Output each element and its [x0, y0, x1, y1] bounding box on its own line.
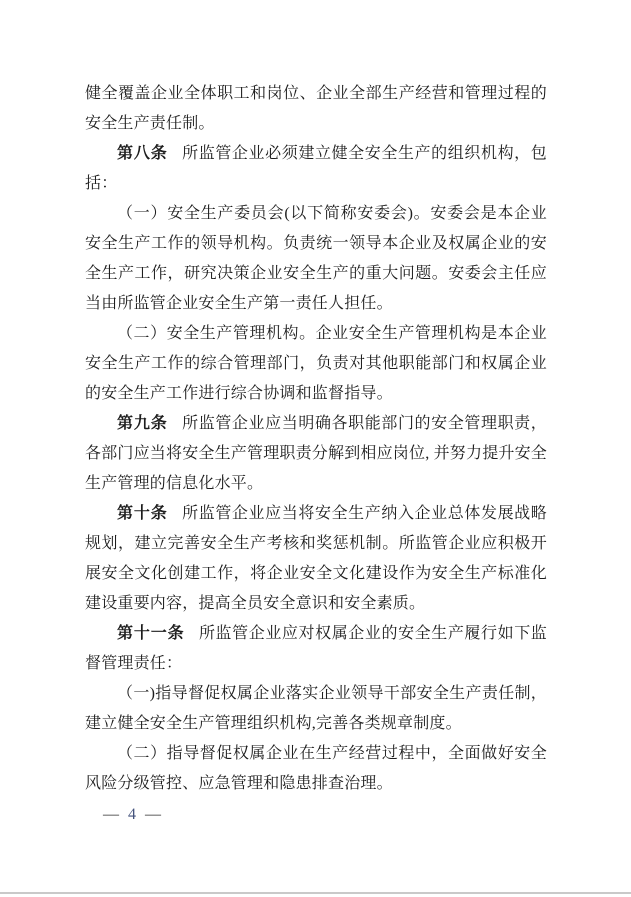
paragraph-text: （二）安全生产管理机构。企业安全生产管理机构是本企业安全生产工作的综合管理部门，负责对其他职能部门和权属企业的安全生产工作进行综合协调和监督指导。 [85, 325, 547, 402]
paragraph-article-8 [85, 139, 547, 199]
paragraph-article-9 [85, 409, 547, 499]
paragraph-text: 健全覆盖企业全体职工和岗位、企业全部生产经营和管理过程的安全生产责任制。 [85, 85, 547, 132]
paragraph-continuation [85, 79, 547, 139]
document-body [85, 79, 547, 799]
paragraph-item-1 [85, 199, 547, 319]
article-heading: 第九条 [117, 415, 168, 432]
paragraph-text: 所监管企业应当明确各职能部门的安全管理职责，各部门应当将安全生产管理职责分解到相应岗位, 并努力提升安全生产管理的信息化水平。 [85, 415, 548, 492]
paragraph-article-10 [85, 499, 547, 619]
page-footer [103, 805, 161, 825]
page-number: 4 [128, 806, 136, 823]
paragraph-article-11 [85, 619, 547, 679]
paragraph-text: （二）指导督促权属企业在生产经营过程中，全面做好安全风险分级管控、应急管理和隐患排查治理。 [85, 745, 547, 792]
article-heading: 第八条 [117, 145, 168, 162]
paragraph-text: 所监管企业应对权属企业的安全生产履行如下监督管理责任： [85, 625, 547, 672]
paragraph-text: 所监管企业应当将安全生产纳入企业总体发展战略规划，建立完善安全生产考核和奖惩机制。所监管企业应积极开展安全文化创建工作，将企业安全文化建设作为安全生产标准化建设重要内容，提高全员安全意识和安全素质。 [85, 505, 547, 612]
page-number-dash-left: — [103, 806, 119, 823]
paragraph-text: （一)指导督促权属企业落实企业领导干部安全生产责任制，建立健全安全生产管理组织机构,完善各类规章制度。 [85, 685, 547, 732]
paragraph-item-2 [85, 319, 547, 409]
paragraph-item-1-article-11 [85, 679, 547, 739]
article-heading: 第十条 [117, 505, 168, 522]
article-heading: 第十一条 [117, 625, 185, 642]
paragraph-text: 所监管企业必须建立健全安全生产的组织机构，包括： [85, 145, 547, 192]
paragraph-text: （一）安全生产委员会(以下简称安委会)。安委会是本企业安全生产工作的领导机构。负责统一领导本企业及权属企业的安全生产工作，研究决策企业安全生产的重大问题。安委会主任应当由所监管企业安全生产第一责任人担任。 [85, 205, 547, 312]
page-bottom-edge-line [0, 892, 631, 894]
page-number-dash-right: — [145, 806, 161, 823]
paragraph-item-2-article-11 [85, 739, 547, 799]
